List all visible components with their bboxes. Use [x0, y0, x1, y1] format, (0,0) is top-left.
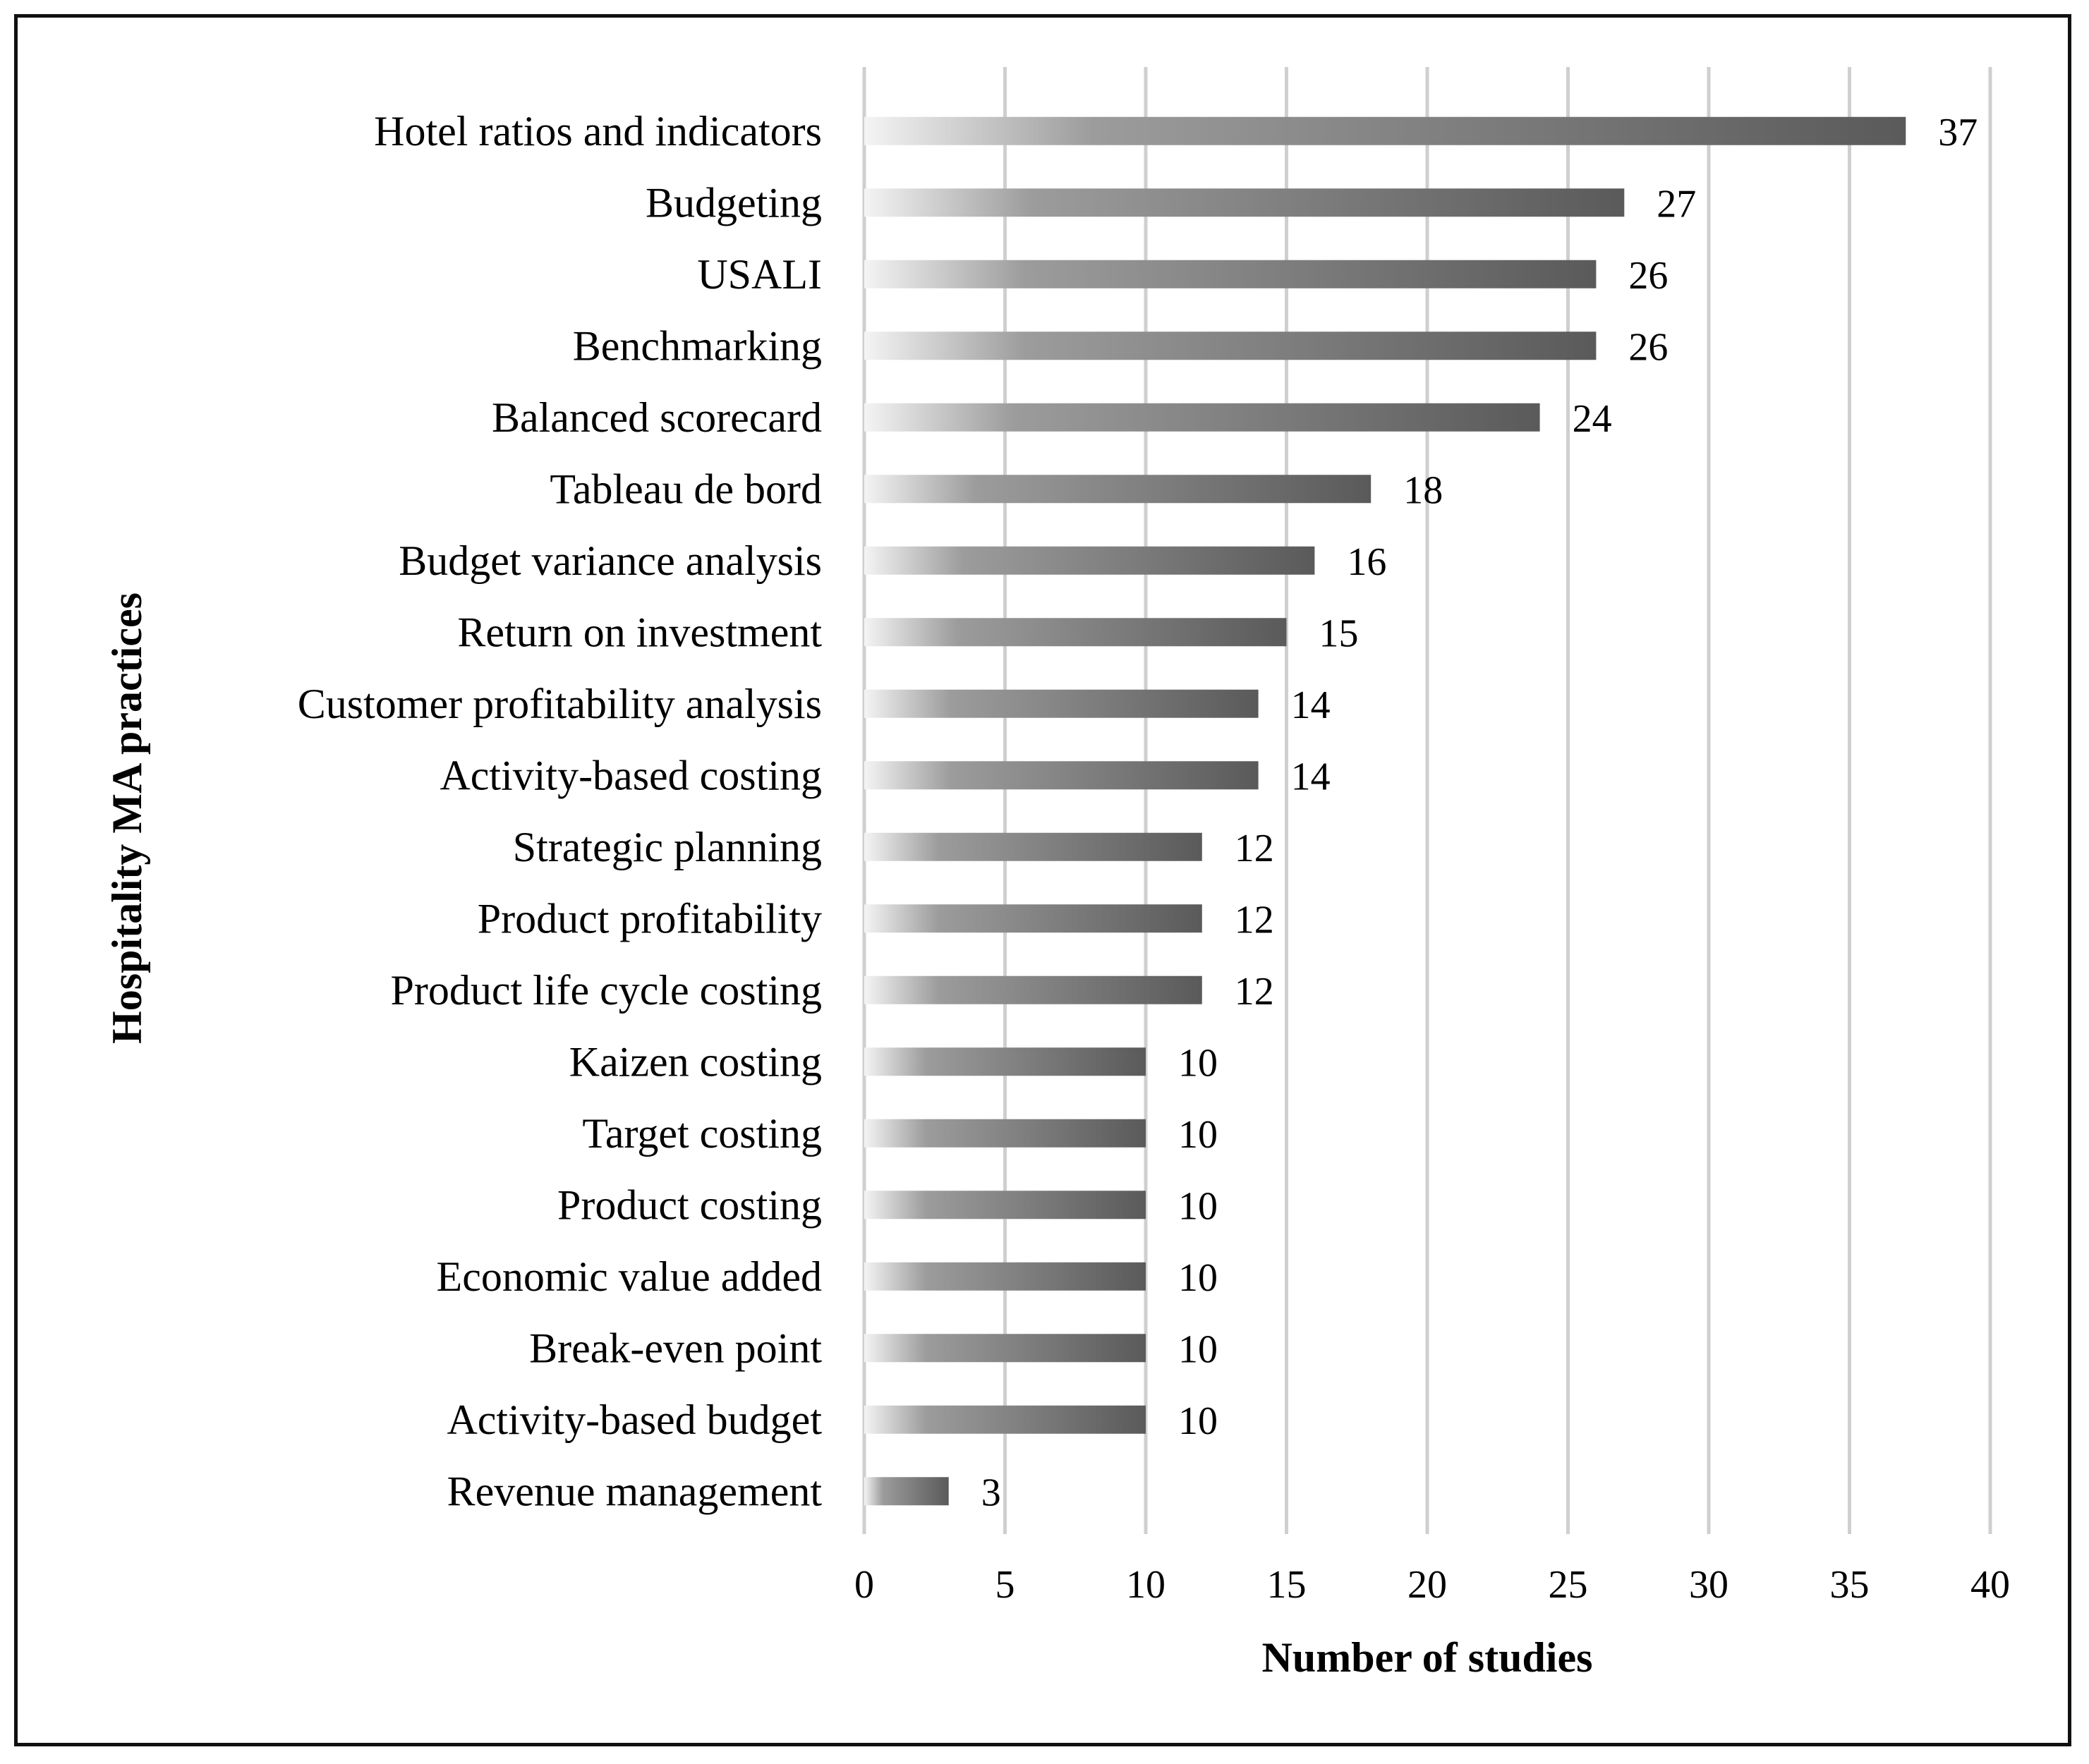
data-label: 12	[1234, 969, 1274, 1014]
data-label: 18	[1403, 468, 1443, 513]
bar-activity-based-costing	[864, 761, 1259, 789]
bar-return-on-investment	[864, 618, 1287, 646]
category-label: Break-even point	[529, 1325, 822, 1372]
category-label: USALI	[697, 250, 822, 298]
bar-product-costing	[864, 1191, 1146, 1219]
x-tick-label: 0	[854, 1563, 874, 1607]
category-label: Balanced scorecard	[491, 394, 822, 441]
category-label: Tableau de bord	[550, 466, 822, 513]
bar-customer-profitability-analysis	[864, 690, 1259, 718]
data-label: 10	[1178, 1399, 1218, 1443]
data-label: 26	[1628, 325, 1669, 370]
x-tick-label: 15	[1266, 1563, 1307, 1607]
x-tick-label: 5	[995, 1563, 1015, 1607]
category-label: Revenue management	[447, 1468, 822, 1515]
category-labels	[298, 108, 823, 1515]
category-label: Economic value added	[436, 1253, 822, 1300]
data-label: 14	[1290, 683, 1331, 727]
bars	[864, 117, 1906, 1506]
category-label: Activity-based costing	[440, 752, 822, 799]
x-tick-label: 20	[1407, 1563, 1447, 1607]
category-label: Benchmarking	[572, 322, 822, 370]
data-label: 12	[1234, 826, 1274, 870]
data-labels	[981, 111, 1978, 1515]
x-tick-label: 25	[1548, 1563, 1588, 1607]
bar-usali	[864, 260, 1596, 288]
bar-product-profitability	[864, 904, 1202, 932]
category-label: Strategic planning	[512, 823, 822, 870]
bar-economic-value-added	[864, 1263, 1146, 1291]
data-label: 10	[1178, 1112, 1218, 1157]
category-label: Product costing	[557, 1181, 822, 1229]
data-label: 10	[1178, 1255, 1218, 1300]
bar-product-life-cycle-costing	[864, 976, 1202, 1004]
data-label: 26	[1628, 253, 1669, 298]
bar-hotel-ratios-and-indicators	[864, 117, 1906, 145]
bar-budgeting	[864, 188, 1624, 217]
category-label: Product life cycle costing	[390, 966, 822, 1014]
data-label: 15	[1319, 612, 1359, 656]
data-label: 37	[1938, 110, 1978, 154]
figure-frame	[14, 14, 2071, 1746]
data-label: 3	[981, 1471, 1001, 1515]
category-label: Kaizen costing	[569, 1038, 822, 1085]
x-axis-title: Number of studies	[1261, 1634, 1593, 1681]
category-label: Product profitability	[477, 895, 822, 942]
bar-balanced-scorecard	[864, 403, 1540, 432]
bar-benchmarking	[864, 331, 1596, 360]
y-axis-title: Hospitality MA practices	[104, 592, 150, 1044]
category-label: Customer profitability analysis	[297, 680, 822, 727]
category-label: Target costing	[582, 1109, 822, 1157]
bar-chart	[18, 18, 2068, 1743]
x-tick-label: 40	[1970, 1563, 2010, 1607]
data-label: 10	[1178, 1041, 1218, 1085]
x-tick-label: 35	[1829, 1563, 1870, 1607]
bar-target-costing	[864, 1119, 1146, 1148]
category-label: Hotel ratios and indicators	[374, 107, 822, 154]
data-label: 24	[1572, 396, 1612, 441]
bar-break-even-point	[864, 1334, 1146, 1362]
bar-activity-based-budget	[864, 1406, 1146, 1434]
category-label: Activity-based budget	[447, 1396, 822, 1443]
data-label: 10	[1178, 1184, 1218, 1229]
x-tick-labels	[854, 1563, 2010, 1607]
data-label: 14	[1290, 755, 1331, 799]
data-label: 16	[1347, 540, 1387, 584]
bar-tableau-de-bord	[864, 475, 1371, 503]
bar-kaizen-costing	[864, 1047, 1146, 1076]
category-label: Return on investment	[457, 609, 822, 656]
x-tick-label: 30	[1689, 1563, 1728, 1607]
bar-revenue-management	[864, 1477, 949, 1505]
data-label: 12	[1234, 898, 1274, 942]
category-label: Budget variance analysis	[399, 537, 822, 584]
data-label: 10	[1178, 1327, 1218, 1372]
data-label: 27	[1657, 182, 1697, 226]
bar-strategic-planning	[864, 833, 1202, 861]
category-label: Budgeting	[646, 179, 822, 226]
bar-budget-variance-analysis	[864, 547, 1314, 575]
x-tick-label: 10	[1126, 1563, 1165, 1607]
